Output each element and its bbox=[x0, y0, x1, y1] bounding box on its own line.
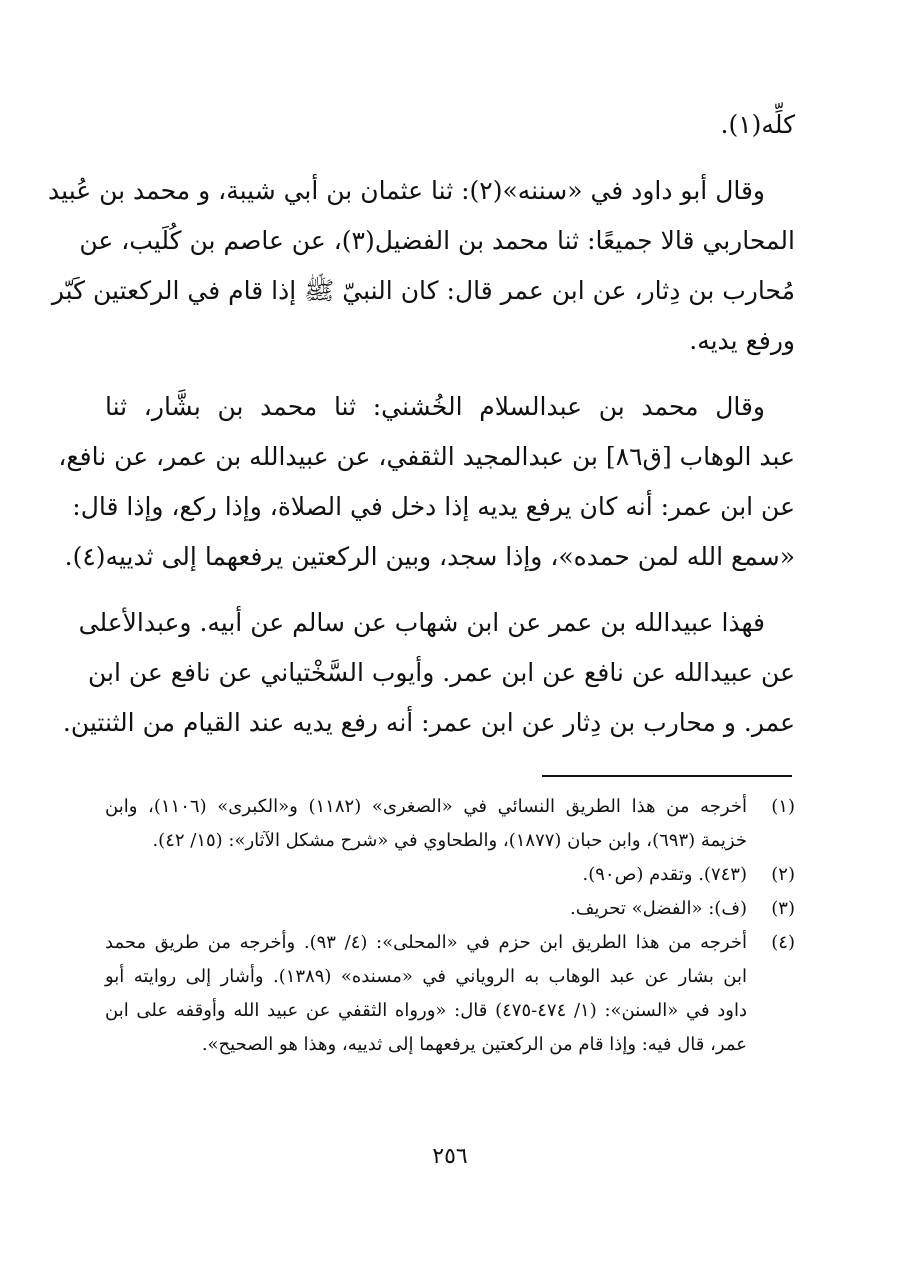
text-line: «سمع الله لمن حمده»، وإذا سجد، وبين الركعتين يرفعهما إلى ثدييه(٤). bbox=[64, 542, 795, 571]
text-line: كلِّه(١). bbox=[720, 110, 795, 139]
text-line: ورفع يديه. bbox=[689, 326, 795, 355]
text-line: فهذا عبيدالله بن عمر عن ابن شهاب عن سالم عن أبيه. وعبدالأعلى bbox=[78, 608, 765, 637]
footnote-4 bbox=[105, 926, 795, 1062]
text-line: عن ابن عمر: أنه كان يرفع يديه إذا دخل في الصلاة، وإذا ركع، وإذا قال: bbox=[72, 492, 795, 521]
text-line: وقال محمد بن عبدالسلام الخُشني: ثنا محمد بن بشَّار، ثنا bbox=[105, 392, 765, 421]
footnote-2 bbox=[105, 858, 795, 892]
footnote-line: عمر، قال فيه: وإذا قام من الركعتين يرفعهما إلى ثدييه، وهذا هو الصحيح». bbox=[201, 1034, 747, 1055]
page-number: ٢٥٦ bbox=[432, 1144, 468, 1169]
footnotes bbox=[105, 790, 795, 1062]
footnote-1 bbox=[105, 790, 795, 858]
main-text bbox=[48, 100, 795, 748]
footnote-line: داود في «السنن»: (١/ ٤٧٤-٤٧٥) قال: «ورواه الثقفي عن عبيد الله وأوقفه على ابن bbox=[105, 1000, 747, 1021]
paragraph-1 bbox=[48, 166, 795, 366]
footnote-line: (٧٤٣). وتقدم (ص٩٠). bbox=[582, 864, 747, 885]
text-line: مُحارب بن دِثار، عن ابن عمر قال: كان النبيّ ﷺ إذا قام في الركعتين كَبّر bbox=[51, 276, 795, 305]
footnote-line: أخرجه من هذا الطريق النسائي في «الصغرى» (١١٨٢) و«الكبرى» (١١٠٦)، وابن bbox=[105, 796, 747, 817]
footnote-line: خزيمة (٦٩٣)، وابن حبان (١٨٧٧)، والطحاوي في «شرح مشكل الآثار»: (١٥/ ٤٢). bbox=[152, 830, 747, 851]
text-line: عن عبيدالله عن نافع عن ابن عمر. وأيوب السَّخْتياني عن نافع عن ابن bbox=[87, 658, 795, 687]
paragraph-3 bbox=[62, 598, 795, 748]
text-line: عبد الوهاب [ق٨٦] بن عبدالمجيد الثقفي، عن عبيدالله بن عمر، عن نافع، bbox=[58, 442, 795, 471]
footnote-line: أخرجه من هذا الطريق ابن حزم في «المحلى»: (٤/ ٩٣). وأخرجه من طريق محمد bbox=[105, 932, 747, 953]
footnote-line: (ف): «الفضل» تحريف. bbox=[570, 898, 747, 919]
paragraph-2 bbox=[58, 382, 795, 582]
paragraph-0 bbox=[105, 100, 795, 150]
footnote-line: ابن بشار عن عبد الوهاب به الروياني في «مسنده» (١٣٨٩). وأشار إلى روايته أبو bbox=[105, 966, 748, 987]
footnote-divider bbox=[542, 775, 792, 777]
footnote-number: (٢) bbox=[771, 864, 795, 885]
footnote-number: (٤) bbox=[771, 932, 795, 953]
footnote-number: (٣) bbox=[771, 898, 795, 919]
text-line: وقال أبو داود في «سننه»(٢): ثنا عثمان بن أبي شيبة، و محمد بن عُبيد bbox=[48, 176, 765, 205]
text-line: عمر. و محارب بن دِثار عن ابن عمر: أنه رفع يديه عند القيام من الثنتين. bbox=[62, 708, 795, 737]
footnote-3 bbox=[105, 892, 795, 926]
footnote-number: (١) bbox=[771, 796, 795, 817]
text-line: المحاربي قالا جميعًا: ثنا محمد بن الفضيل(٣)، عن عاصم بن كُلَيب، عن bbox=[79, 226, 795, 255]
